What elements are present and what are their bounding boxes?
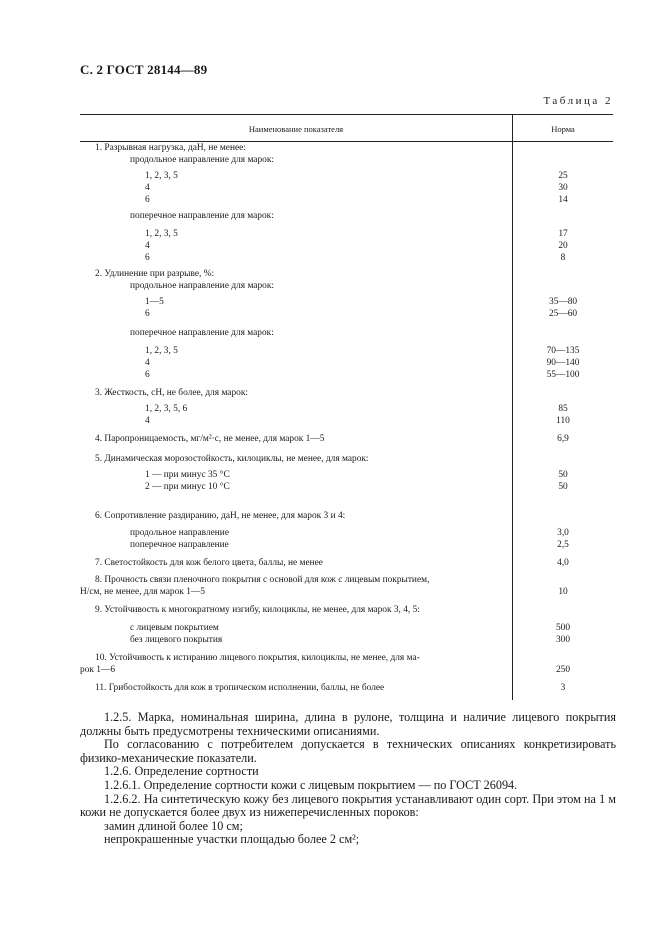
row-label: без лицевого покрытия	[130, 635, 223, 645]
paragraph-1-2-6-1: 1.2.6.1. Определение сортности кожи с лицевым покрытием — по ГОСТ 26094.	[104, 777, 518, 792]
table-row	[80, 469, 613, 481]
table-row	[80, 539, 613, 551]
table-row	[80, 280, 613, 292]
table-row	[80, 433, 613, 445]
row-label: 1, 2, 3, 5	[145, 171, 178, 181]
table-row	[80, 557, 613, 569]
row-label: 4	[145, 416, 150, 426]
defect-item-1: замин длиной более 10 см;	[104, 818, 243, 833]
row-label: 3. Жесткость, сН, не более, для марок:	[95, 388, 249, 398]
row-value: 90—140	[546, 358, 580, 368]
row-label: 1, 2, 3, 5	[145, 346, 178, 356]
row-label: 2. Удлинение при разрыве, %:	[95, 269, 215, 279]
table-row	[80, 308, 613, 320]
row-label: 2 — при минус 10 °С	[145, 482, 230, 492]
paragraph-agreement: По согласованию с потребителем допускается в технических описаниях конкретизировать физико-механические показатели.	[80, 737, 616, 765]
row-value: 50	[558, 470, 568, 480]
paragraph-1-2-6-2: 1.2.6.2. На синтетическую кожу без лицевого покрытия устанавливают один сорт. При этом на 1 м кожи не допускается более двух из нижеперечисленных пороков:	[80, 791, 616, 820]
table-row	[80, 527, 613, 539]
table-row	[80, 296, 613, 308]
table-row	[80, 327, 613, 339]
table-row	[80, 268, 613, 280]
row-value: 85	[558, 404, 568, 414]
table-row	[80, 574, 613, 586]
table-row	[80, 481, 613, 493]
row-value: 17	[558, 229, 568, 239]
row-value: 3	[560, 683, 566, 693]
row-label: 6	[145, 253, 150, 263]
indicators-table	[80, 114, 613, 700]
row-label: продольное направление для марок:	[130, 155, 275, 165]
row-value: 500	[555, 623, 571, 633]
row-label: продольное направление для марок:	[130, 281, 275, 291]
row-label: 4	[145, 358, 150, 368]
row-value: 50	[558, 482, 568, 492]
body-text	[80, 711, 616, 847]
row-value: 14	[558, 195, 568, 205]
table-row	[80, 510, 613, 522]
table-row	[80, 154, 613, 166]
table-caption: Таблица 2	[543, 95, 613, 107]
table-row	[80, 387, 613, 399]
table-row	[80, 415, 613, 427]
row-value: 2,5	[557, 540, 569, 550]
row-label: 6	[145, 309, 150, 319]
paragraph-1-2-5: 1.2.5. Марка, номинальная ширина, длина в рулоне, толщина и наличие лицевого покрытия должны быть предусмотрены техническими описаниями.	[80, 710, 616, 738]
row-label: 6. Сопротивление раздиранию, даН, не менее, для марок 3 и 4:	[95, 511, 346, 521]
row-value: 6,9	[557, 434, 569, 444]
row-value: 300	[555, 635, 571, 645]
row-label: рок 1—6	[80, 665, 116, 675]
row-label: 7. Светостойкость для кож белого цвета, баллы, не менее	[95, 558, 323, 568]
row-label: 1, 2, 3, 5, 6	[145, 404, 188, 414]
row-label: 6	[145, 195, 150, 205]
table-row	[80, 604, 613, 616]
row-value: 8	[560, 253, 566, 263]
row-label: 1. Разрывная нагрузка, даН, не менее:	[95, 143, 246, 153]
row-value: 10	[558, 587, 568, 597]
column-header-norm: Норма	[551, 124, 575, 134]
table-row	[80, 142, 613, 154]
row-value: 55—100	[546, 370, 580, 380]
page-header: С. 2 ГОСТ 28144—89	[80, 62, 208, 77]
table-row	[80, 453, 613, 465]
table-row	[80, 228, 613, 240]
row-label: 4	[145, 241, 150, 251]
table-row	[80, 345, 613, 357]
table-row	[80, 182, 613, 194]
column-header-name: Наименование показателя	[248, 124, 344, 134]
table-row	[80, 664, 613, 676]
row-label: 8. Прочность связи пленочного покрытия с основой для кож с лицевым покрытием,	[95, 575, 430, 585]
row-value: 110	[556, 416, 570, 426]
table-row	[80, 357, 613, 369]
table-row	[80, 194, 613, 206]
row-value: 4,0	[557, 558, 569, 568]
row-label: 9. Устойчивость к многократному изгибу, килоциклы, не менее, для марок 3, 4, 5:	[95, 605, 420, 615]
row-label: 1—5	[145, 297, 164, 307]
table-row	[80, 622, 613, 634]
table-row	[80, 369, 613, 381]
table-row	[80, 634, 613, 646]
table-row	[80, 240, 613, 252]
row-label: Н/см, не менее, для марок 1—5	[80, 587, 205, 597]
table-row	[80, 652, 613, 664]
table-row	[80, 586, 613, 598]
row-label: 4. Паропроницаемость, мг/м²·с, не менее, для марок 1—5	[95, 434, 325, 444]
row-label: 6	[145, 370, 150, 380]
row-value: 30	[558, 183, 568, 193]
defect-item-2: непрокрашенные участки площадью более 2 см²;	[104, 832, 360, 847]
row-label: 1 — при минус 35 °С	[145, 470, 230, 480]
paragraph-1-2-6: 1.2.6. Определение сортности	[104, 764, 259, 779]
table-row	[80, 252, 613, 264]
table-row	[80, 682, 613, 694]
row-label: 10. Устойчивость к истиранию лицевого покрытия, килоциклы, не менее, для ма-	[95, 653, 420, 663]
row-label: поперечное направление для марок:	[130, 328, 274, 338]
row-value: 3,0	[557, 528, 569, 538]
table-row	[80, 403, 613, 415]
table-body	[80, 114, 613, 700]
row-value: 250	[555, 665, 571, 675]
row-value: 20	[558, 241, 568, 251]
table-row	[80, 210, 613, 222]
row-value: 35—80	[548, 297, 578, 307]
row-label: продольное направление	[130, 528, 229, 538]
row-label: 11. Грибостойкость для кож в тропическом исполнении, баллы, не более	[95, 683, 385, 693]
row-label: 1, 2, 3, 5	[145, 229, 178, 239]
row-label: 4	[145, 183, 150, 193]
row-value: 70—135	[546, 346, 580, 356]
row-label: поперечное направление	[130, 540, 229, 550]
row-label: с лицевым покрытием	[130, 623, 219, 633]
row-value: 25	[558, 171, 568, 181]
table-row	[80, 170, 613, 182]
row-label: поперечное направление для марок:	[130, 211, 274, 221]
row-value: 25—60	[548, 309, 578, 319]
row-label: 5. Динамическая морозостойкость, килоциклы, не менее, для марок:	[95, 454, 369, 464]
